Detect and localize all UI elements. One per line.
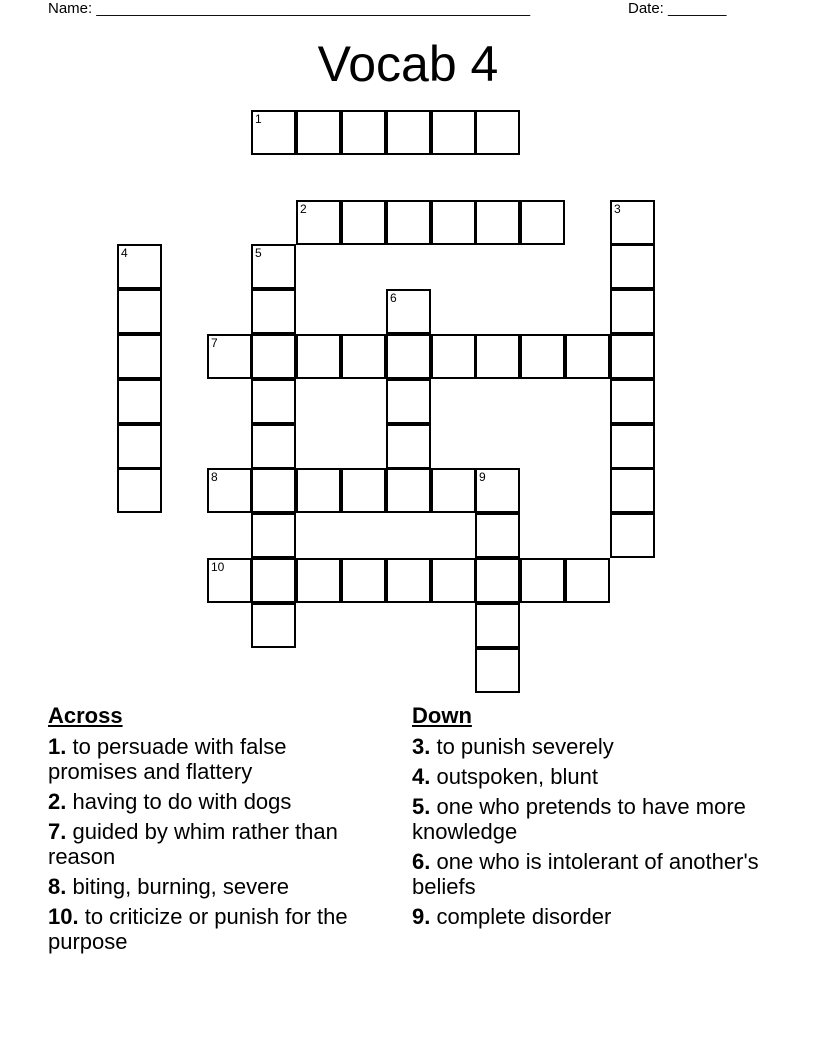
cell-number: 8 [211,470,218,484]
clue-number: 6. [412,849,431,874]
clue-number: 3. [412,734,431,759]
clue-number: 2. [48,789,67,814]
grid-cell[interactable] [431,558,476,603]
grid-cell[interactable] [117,244,162,289]
cell-number: 9 [479,470,486,484]
clue-number: 10. [48,904,79,929]
down-heading: Down [412,703,472,728]
grid-cell[interactable] [610,468,655,513]
grid-cell[interactable] [386,558,431,603]
grid-cell[interactable] [251,603,296,648]
grid-cell[interactable] [610,200,655,245]
grid-cell[interactable] [251,513,296,558]
cell-number: 4 [121,246,128,260]
grid-cell[interactable] [386,334,431,379]
grid-cell[interactable] [207,468,252,513]
grid-cell[interactable] [117,289,162,334]
clue-text: complete disorder [430,904,612,929]
grid-cell[interactable] [341,334,386,379]
clue-text: one who pretends to have more knowledge [412,794,746,844]
grid-cell[interactable] [610,334,655,379]
grid-cell[interactable] [475,513,520,558]
clue-item [48,819,378,869]
page-title: Vocab 4 [317,36,499,92]
clue-number: 8. [48,874,67,899]
grid-cell[interactable] [296,468,341,513]
grid-cell[interactable] [117,334,162,379]
clue-item [412,904,772,929]
clue-text: biting, burning, severe [66,874,289,899]
grid-cell[interactable] [475,648,520,693]
grid-cell[interactable] [520,558,565,603]
name-field-label: Name: ____________________________________________________ [48,0,531,17]
grid-cell[interactable] [251,558,296,603]
grid-cell[interactable] [117,468,162,513]
clue-number: 7. [48,819,67,844]
grid-cell[interactable] [296,334,341,379]
grid-cell[interactable] [341,200,386,245]
grid-cell[interactable] [117,379,162,424]
clue-item [412,764,772,789]
grid-cell[interactable] [431,110,476,155]
grid-cell[interactable] [475,334,520,379]
clue-number: 4. [412,764,431,789]
cell-number: 2 [300,202,307,216]
cell-number: 3 [614,202,621,216]
down-clues [412,702,772,934]
grid-cell[interactable] [386,289,431,334]
clue-text: outspoken, blunt [430,764,598,789]
clue-text: guided by whim rather than reason [48,819,338,869]
grid-cell[interactable] [207,334,252,379]
grid-cell[interactable] [296,558,341,603]
grid-cell[interactable] [386,110,431,155]
grid-cell[interactable] [251,424,296,469]
grid-cell[interactable] [431,468,476,513]
clue-text: to criticize or punish for the purpose [48,904,348,954]
grid-cell[interactable] [610,513,655,558]
date-field-label: Date: _______ [628,0,727,17]
clue-number: 5. [412,794,431,819]
cell-number: 10 [211,560,225,574]
grid-cell[interactable] [475,468,520,513]
grid-cell[interactable] [251,379,296,424]
grid-cell[interactable] [251,244,296,289]
clue-text: one who is intolerant of another's beliefs [412,849,759,899]
clue-item [48,789,378,814]
grid-cell[interactable] [565,334,610,379]
grid-cell[interactable] [610,424,655,469]
grid-cell[interactable] [610,379,655,424]
grid-cell[interactable] [251,289,296,334]
grid-cell[interactable] [520,200,565,245]
grid-cell[interactable] [341,468,386,513]
clue-number: 1. [48,734,67,759]
grid-cell[interactable] [386,424,431,469]
clue-item [412,849,772,899]
grid-cell[interactable] [296,200,341,245]
grid-cell[interactable] [386,468,431,513]
grid-cell[interactable] [475,200,520,245]
grid-cell[interactable] [117,424,162,469]
grid-cell[interactable] [475,558,520,603]
grid-cell[interactable] [431,200,476,245]
grid-cell[interactable] [610,289,655,334]
grid-cell[interactable] [207,558,252,603]
across-clues [48,702,378,959]
grid-cell[interactable] [251,468,296,513]
grid-cell[interactable] [431,334,476,379]
across-heading: Across [48,703,123,728]
cell-number: 7 [211,336,218,350]
clue-text: to persuade with false promises and flattery [48,734,287,784]
grid-cell[interactable] [386,379,431,424]
clue-number: 9. [412,904,431,929]
grid-cell[interactable] [251,110,296,155]
grid-cell[interactable] [520,334,565,379]
cell-number: 1 [255,112,262,126]
grid-cell[interactable] [341,110,386,155]
grid-cell[interactable] [341,558,386,603]
grid-cell[interactable] [251,334,296,379]
cell-number: 5 [255,246,262,260]
grid-cell[interactable] [565,558,610,603]
clue-item [412,734,772,759]
grid-cell[interactable] [610,244,655,289]
grid-cell[interactable] [296,110,341,155]
grid-cell[interactable] [386,200,431,245]
cell-number: 6 [390,291,397,305]
clue-item [412,794,772,844]
grid-cell[interactable] [475,110,520,155]
grid-cell[interactable] [475,603,520,648]
clue-text: having to do with dogs [66,789,292,814]
clue-text: to punish severely [430,734,614,759]
clue-item [48,874,378,899]
clue-item [48,904,378,954]
clue-item [48,734,378,784]
